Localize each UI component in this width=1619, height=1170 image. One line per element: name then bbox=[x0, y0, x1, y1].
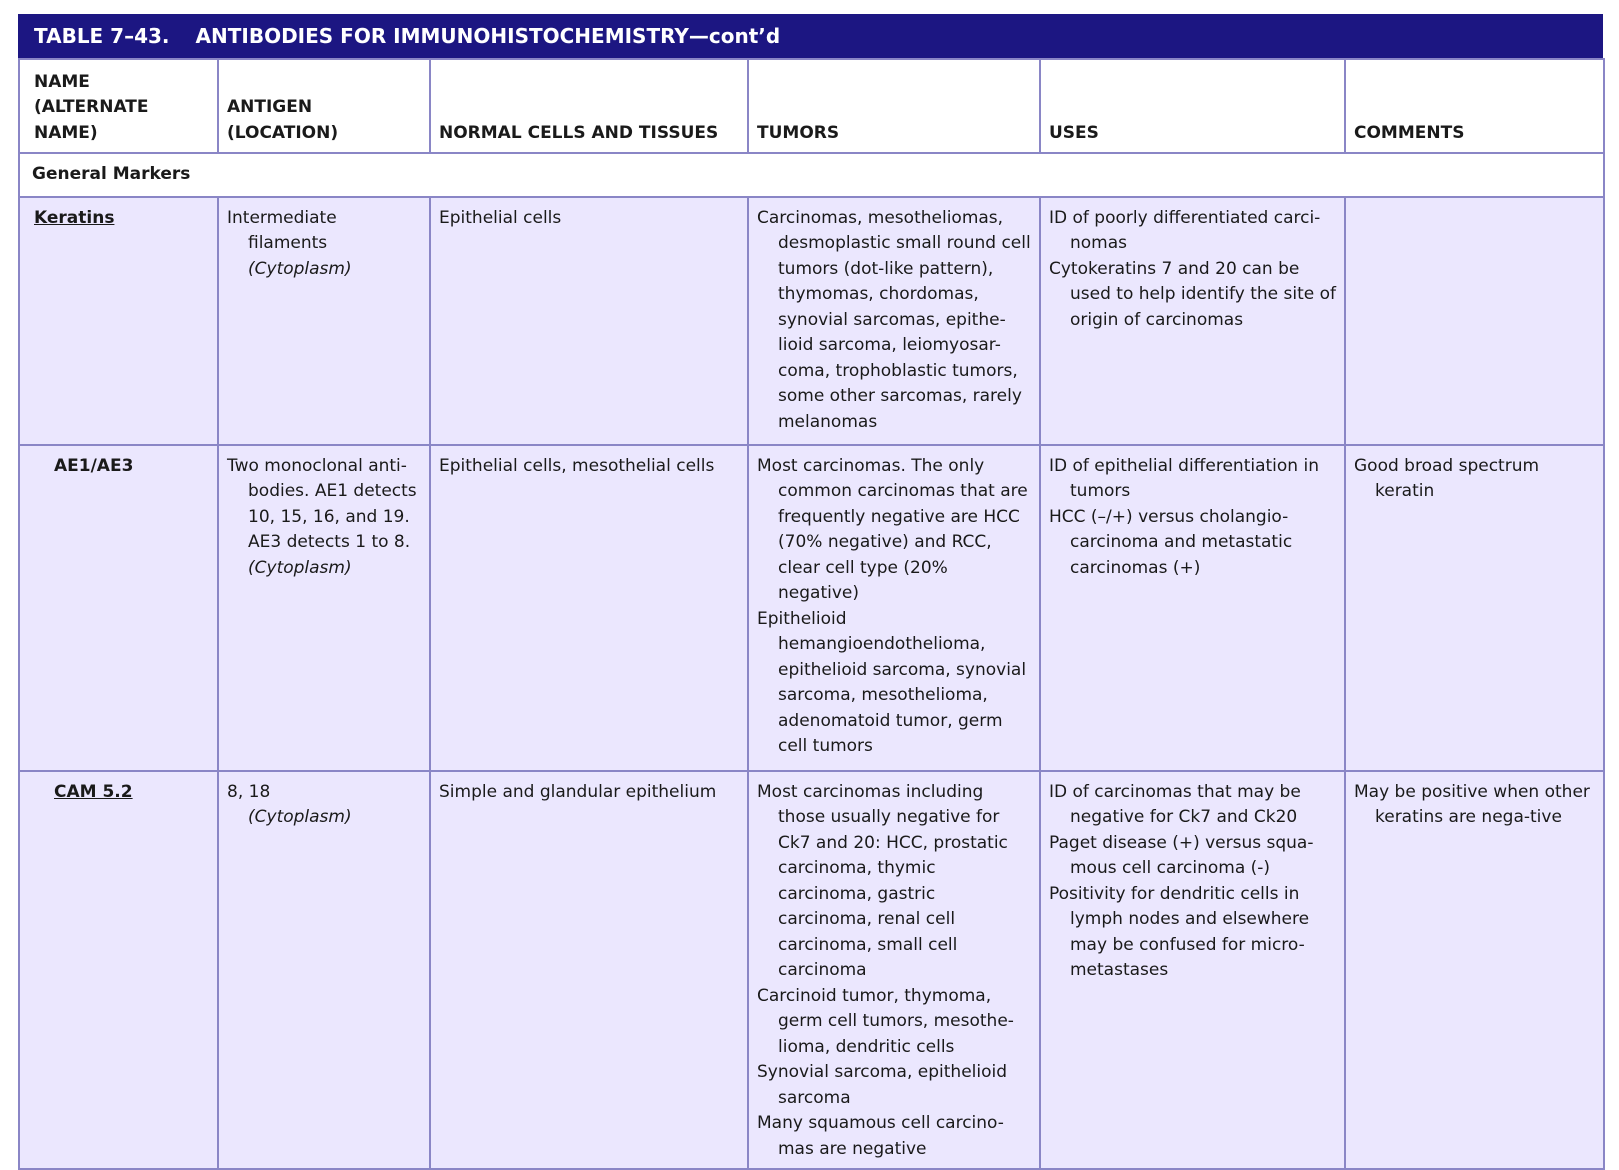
table-number: TABLE 7–43. bbox=[34, 24, 170, 48]
header-comments: COMMENTS bbox=[1345, 59, 1604, 153]
marker-name bbox=[19, 445, 218, 771]
antigen-location: (Cytoplasm) bbox=[248, 807, 352, 827]
tumors-cell bbox=[748, 197, 1040, 445]
table-title: ANTIBODIES FOR IMMUNOHISTOCHEMISTRY—cont’d bbox=[195, 24, 781, 48]
uses-text: Paget disease (+) versus squa-mous cell carcinoma (-) bbox=[1049, 832, 1314, 878]
uses-cell bbox=[1040, 771, 1345, 1170]
antigen-location: (Cytoplasm) bbox=[248, 258, 352, 279]
comments-text: Good broad spectrum keratin bbox=[1354, 455, 1540, 501]
header-row bbox=[19, 59, 1604, 153]
marker-name-text: Keratins bbox=[34, 207, 115, 228]
uses-text: ID of carcinomas that may be negative for Ck7 and Ck20 bbox=[1049, 781, 1301, 827]
table-title-bar bbox=[18, 14, 1603, 58]
normal-cell: Epithelial cells bbox=[430, 197, 748, 445]
table-row bbox=[19, 771, 1604, 1170]
section-row bbox=[19, 153, 1604, 197]
uses-cell bbox=[1040, 197, 1345, 445]
header-uses: USES bbox=[1040, 59, 1345, 153]
tumors-text: Carcinoid tumor, thymoma, germ cell tumors, mesothe-lioma, dendritic cells bbox=[757, 985, 1014, 1057]
uses-text: Positivity for dendritic cells in lymph nodes and elsewhere may be confused for micro-metastases bbox=[1049, 883, 1310, 980]
marker-name-text: CAM 5.2 bbox=[54, 781, 133, 802]
table-row bbox=[19, 197, 1604, 445]
comments-cell bbox=[1345, 197, 1604, 445]
tumors-text: Carcinomas, mesotheliomas, desmoplastic small round cell tumors (dot-like pattern), thymomas, chordomas, synovial sarcomas, epithe-lioid sarcoma, leiomyosar-coma, trophoblastic tumors, some other sarcomas, rarely melanomas bbox=[757, 207, 1031, 432]
header-normal: NORMAL CELLS AND TISSUES bbox=[430, 59, 748, 153]
tumors-text: Many squamous cell carcino-mas are negative bbox=[757, 1113, 1004, 1159]
tumors-cell bbox=[748, 771, 1040, 1170]
antigen-cell bbox=[218, 197, 430, 445]
header-name bbox=[19, 59, 218, 153]
uses-text: ID of epithelial differentiation in tumors bbox=[1049, 455, 1319, 501]
header-antigen-line: (LOCATION) bbox=[227, 122, 339, 143]
marker-name bbox=[19, 197, 218, 445]
tumors-text: Synovial sarcoma, epithelioid sarcoma bbox=[757, 1062, 1008, 1108]
comments-cell bbox=[1345, 771, 1604, 1170]
tumors-cell bbox=[748, 445, 1040, 771]
normal-cell: Simple and glandular epithelium bbox=[430, 771, 748, 1170]
header-antigen bbox=[218, 59, 430, 153]
uses-text: ID of poorly differentiated carci-nomas bbox=[1049, 207, 1321, 253]
header-name-line: (ALTERNATE bbox=[34, 97, 149, 117]
antigen-cell bbox=[218, 445, 430, 771]
tumors-text: Epithelioid hemangioendothelioma, epithelioid sarcoma, synovial sarcoma, mesothelioma, adenomatoid tumor, germ cell tumors bbox=[757, 608, 1027, 756]
tumors-text: Most carcinomas. The only common carcinomas that are frequently negative are HCC (70% negative) and RCC, clear cell type (20% negative) bbox=[757, 455, 1028, 603]
antigen-cell bbox=[218, 771, 430, 1170]
uses-text: HCC (–/+) versus cholangio-carcinoma and metastatic carcinomas (+) bbox=[1049, 506, 1293, 578]
header-name-line: NAME bbox=[34, 71, 90, 92]
antigen-location: (Cytoplasm) bbox=[248, 557, 352, 578]
marker-name-text: AE1/AE3 bbox=[54, 455, 134, 476]
comments-text: May be positive when other keratins are nega-tive bbox=[1354, 781, 1590, 827]
comments-cell bbox=[1345, 445, 1604, 771]
uses-cell bbox=[1040, 445, 1345, 771]
section-title: General Markers bbox=[19, 153, 1604, 197]
table-row bbox=[19, 445, 1604, 771]
data-table bbox=[18, 58, 1605, 1170]
header-tumors: TUMORS bbox=[748, 59, 1040, 153]
uses-text: Cytokeratins 7 and 20 can be used to help identify the site of origin of carcinomas bbox=[1049, 258, 1336, 330]
marker-name bbox=[19, 771, 218, 1170]
antigen-text: Intermediate filaments bbox=[227, 207, 337, 253]
antigen-text: 8, 18 bbox=[227, 781, 271, 802]
antibody-table bbox=[18, 14, 1603, 1170]
header-name-line: NAME) bbox=[34, 122, 98, 143]
header-antigen-line: ANTIGEN bbox=[227, 97, 313, 117]
normal-cell: Epithelial cells, mesothelial cells bbox=[430, 445, 748, 771]
antigen-text: Two monoclonal anti-bodies. AE1 detects 10, 15, 16, and 19. AE3 detects 1 to 8. bbox=[227, 455, 417, 552]
tumors-text: Most carcinomas including those usually negative for Ck7 and 20: HCC, prostatic carcinoma, thymic carcinoma, gastric carcinoma, renal cell carcinoma, small cell carcinoma bbox=[757, 781, 1008, 980]
